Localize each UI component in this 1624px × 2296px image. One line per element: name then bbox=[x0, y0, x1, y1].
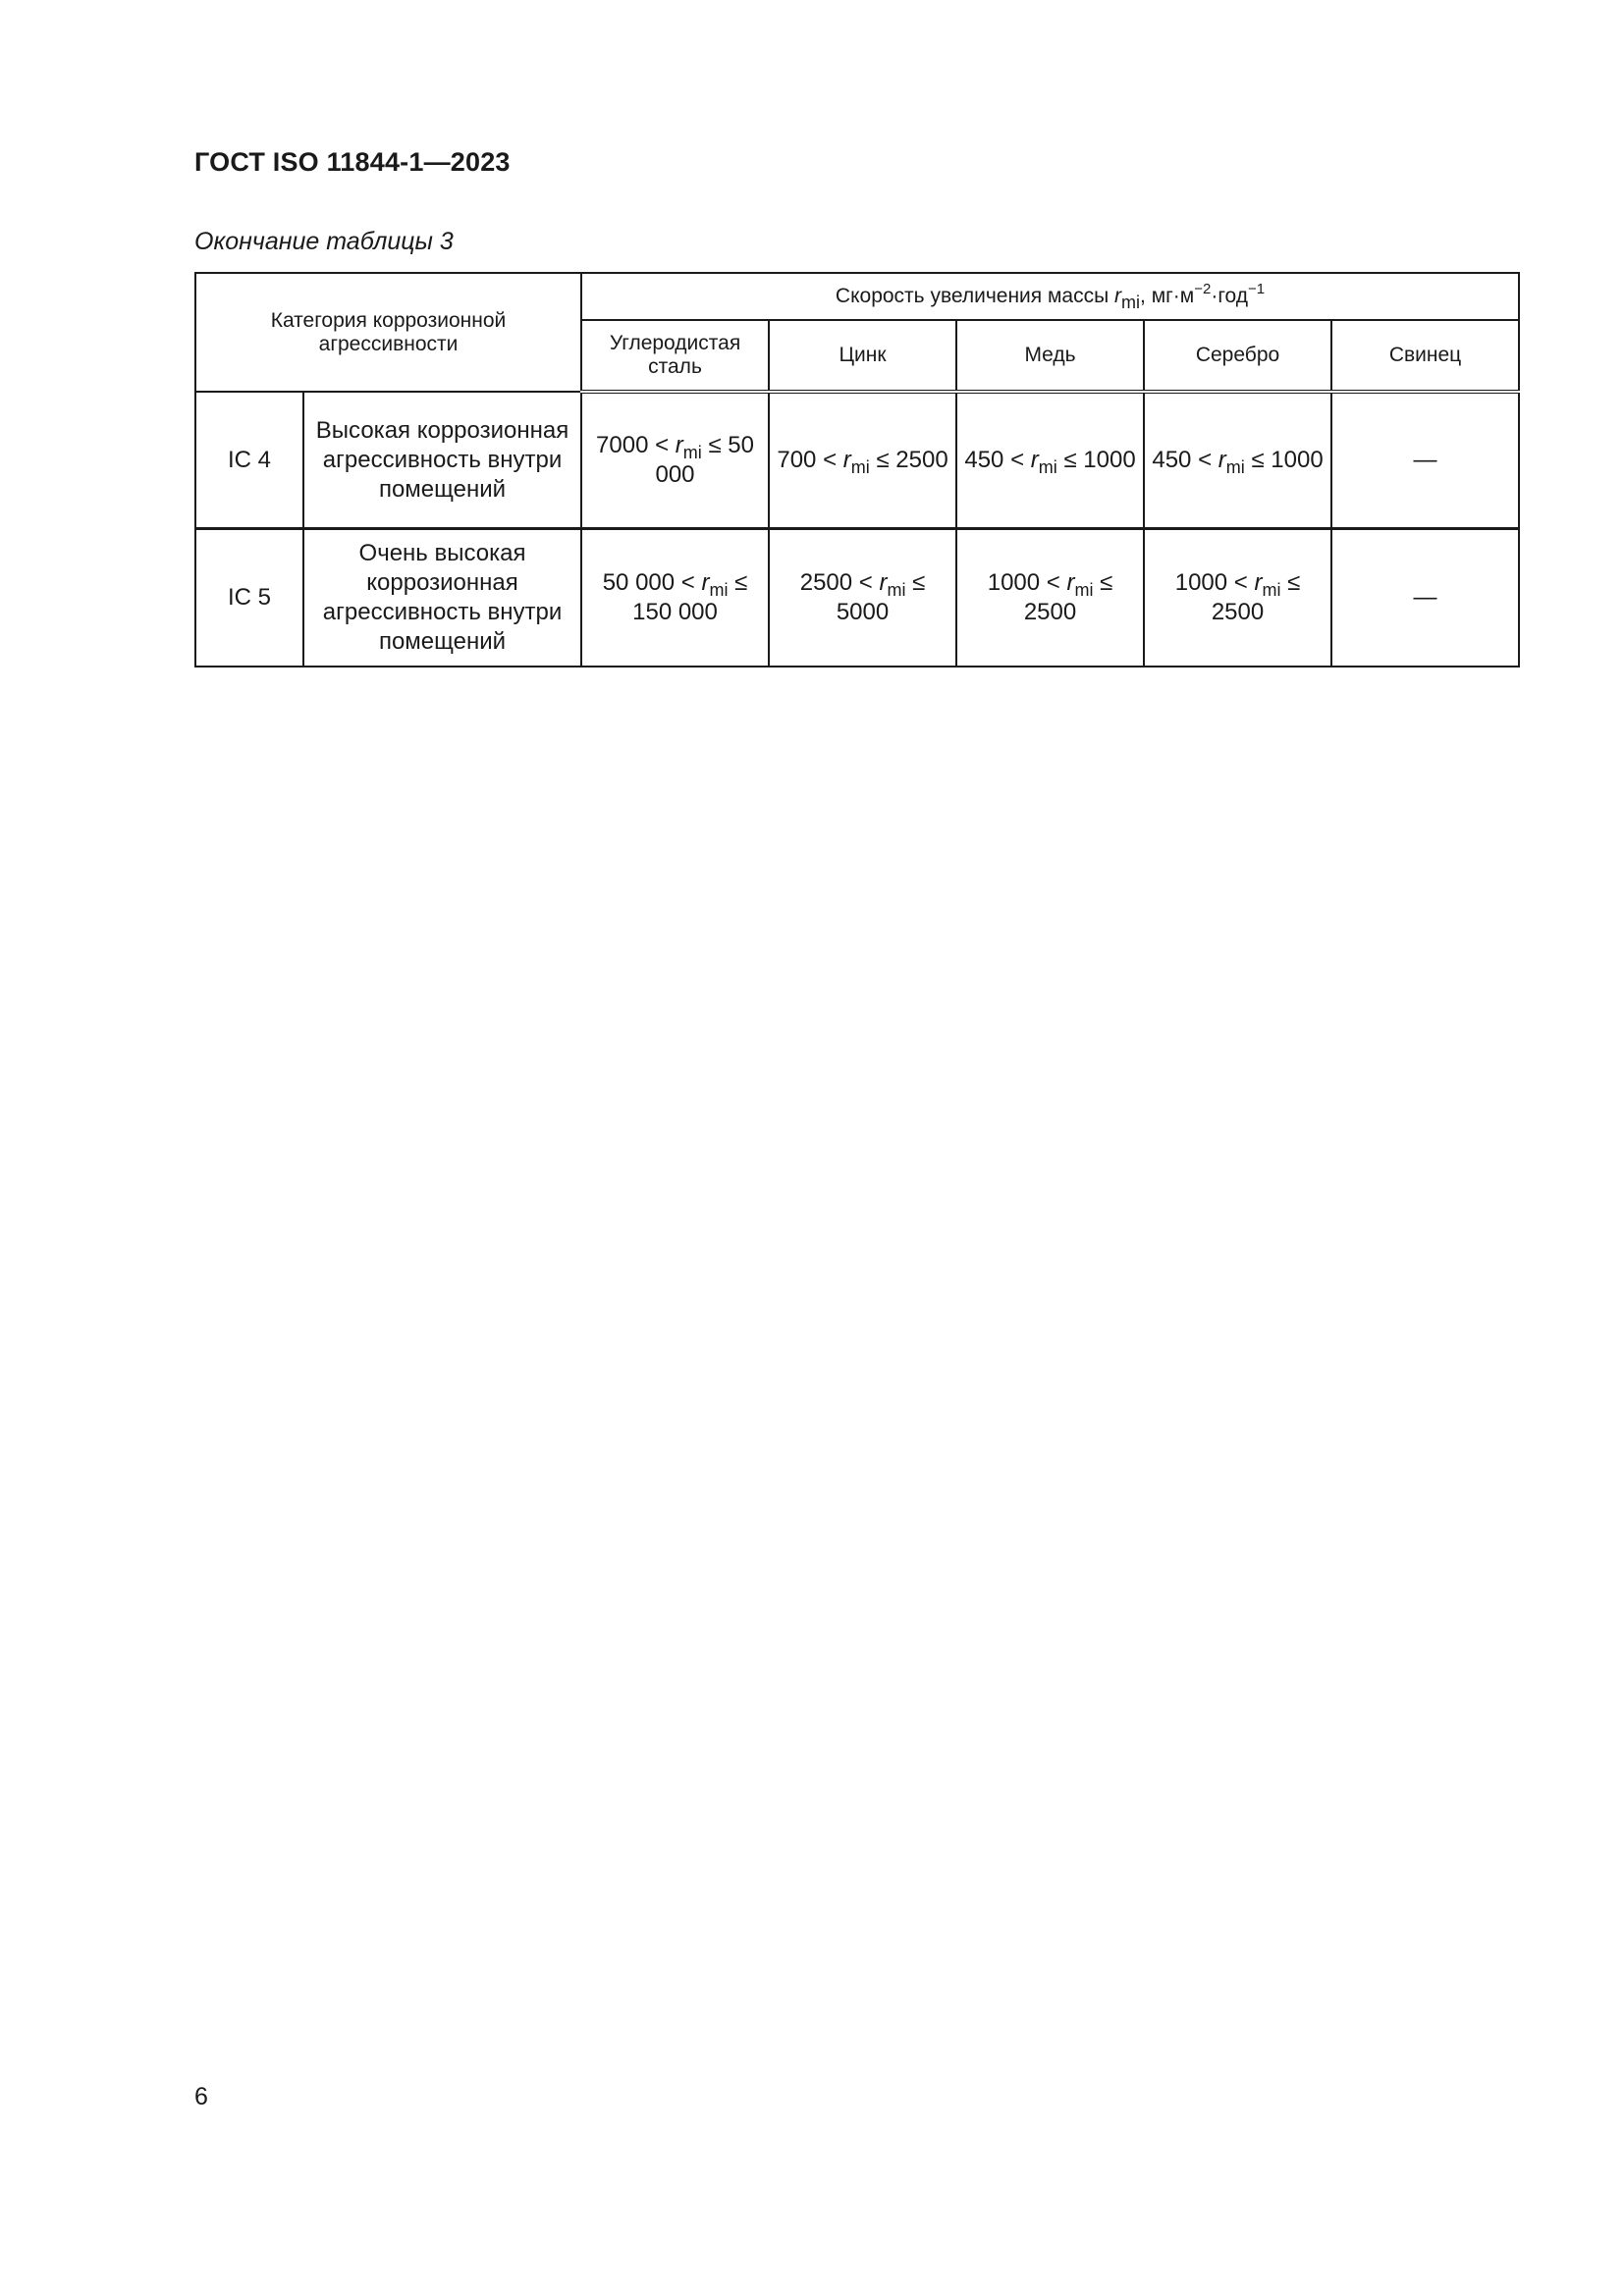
rate-high: ≤ 2500 bbox=[876, 447, 948, 473]
rate-high: ≤ 1000 bbox=[1251, 447, 1324, 473]
rate-high: ≤ 1000 bbox=[1063, 447, 1136, 473]
rate-cell-steel bbox=[581, 392, 769, 529]
rate-subscript: mi bbox=[1225, 457, 1245, 477]
rate-cell-zinc bbox=[769, 392, 956, 529]
metal-header-zinc: Цинк bbox=[769, 320, 956, 392]
table-row bbox=[195, 529, 1519, 667]
rate-cell-copper bbox=[956, 529, 1144, 667]
rate-cell-silver bbox=[1144, 529, 1331, 667]
rate-low: 450 < bbox=[1152, 447, 1213, 473]
rate-cell-zinc bbox=[769, 529, 956, 667]
rate-subscript: mi bbox=[709, 580, 729, 600]
rate-subscript: mi bbox=[1262, 580, 1281, 600]
rate-symbol: r bbox=[842, 447, 851, 473]
table-header-row-1 bbox=[195, 273, 1519, 320]
category-header: Категория коррозионной агрессивности bbox=[195, 273, 581, 392]
rate-unit-b: ·год bbox=[1211, 285, 1249, 307]
rate-subscript: mi bbox=[682, 443, 702, 462]
rate-low: 1000 < bbox=[987, 569, 1060, 596]
rate-symbol: r bbox=[1030, 447, 1039, 473]
metal-header-steel: Углеродистая сталь bbox=[581, 320, 769, 392]
rate-high: ≤ 150 000 bbox=[632, 569, 748, 625]
rate-cell-steel bbox=[581, 529, 769, 667]
category-code: IC 4 bbox=[195, 392, 303, 529]
table-row bbox=[195, 392, 1519, 529]
rate-low: 700 < bbox=[777, 447, 838, 473]
category-description: Высокая коррозионная агрессивность внутри помещений bbox=[303, 392, 581, 529]
rate-symbol: r bbox=[701, 569, 710, 596]
rate-subscript: mi bbox=[1074, 580, 1094, 600]
rate-low: 1000 < bbox=[1174, 569, 1248, 596]
rate-symbol: r bbox=[1114, 285, 1122, 307]
rate-unit-a: , мг·м bbox=[1140, 285, 1195, 307]
rate-symbol: r bbox=[1066, 569, 1075, 596]
rate-subscript: mi bbox=[1121, 293, 1141, 312]
table-caption: Окончание таблицы 3 bbox=[194, 228, 454, 255]
rate-header bbox=[581, 273, 1519, 320]
rate-header-prefix: Скорость увеличения массы bbox=[835, 285, 1115, 307]
rate-symbol: r bbox=[1254, 569, 1263, 596]
rate-exp-b: −1 bbox=[1248, 281, 1266, 297]
rate-symbol: r bbox=[879, 569, 888, 596]
corrosivity-table bbox=[194, 272, 1520, 667]
rate-high: ≤ 2500 bbox=[1023, 569, 1113, 625]
rate-symbol: r bbox=[1218, 447, 1226, 473]
rate-high: ≤ 2500 bbox=[1211, 569, 1301, 625]
rate-cell-lead: — bbox=[1331, 529, 1519, 667]
rate-low: 450 < bbox=[964, 447, 1025, 473]
category-description: Очень высокая коррозионная агрессивность внутри помещений bbox=[303, 529, 581, 667]
rate-symbol: r bbox=[675, 432, 683, 458]
rate-low: 50 000 < bbox=[602, 569, 695, 596]
category-code: IC 5 bbox=[195, 529, 303, 667]
document-header: ГОСТ ISO 11844-1—2023 bbox=[194, 147, 511, 177]
rate-low: 7000 < bbox=[596, 432, 670, 458]
rate-cell-lead: — bbox=[1331, 392, 1519, 529]
rate-cell-silver bbox=[1144, 392, 1331, 529]
rate-high: ≤ 5000 bbox=[836, 569, 926, 625]
page-number: 6 bbox=[194, 2083, 208, 2110]
metal-header-lead: Свинец bbox=[1331, 320, 1519, 392]
rate-exp-a: −2 bbox=[1194, 281, 1212, 297]
rate-high: ≤ 50 000 bbox=[655, 432, 754, 488]
rate-cell-copper bbox=[956, 392, 1144, 529]
rate-low: 2500 < bbox=[799, 569, 873, 596]
metal-header-silver: Серебро bbox=[1144, 320, 1331, 392]
rate-subscript: mi bbox=[887, 580, 906, 600]
rate-subscript: mi bbox=[850, 457, 870, 477]
metal-header-copper: Медь bbox=[956, 320, 1144, 392]
rate-subscript: mi bbox=[1038, 457, 1057, 477]
